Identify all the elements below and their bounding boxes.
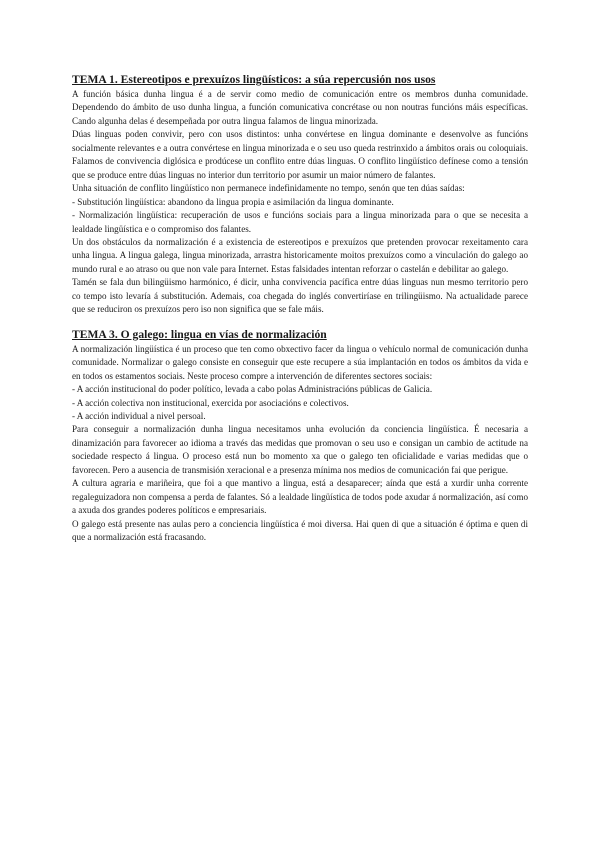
paragraph: A función básica dunha lingua é a de servir como medio de comunicación entre os membros dunha comunidade. Dependendo do ámbito de uso dunha lingua, a función comunicativa concrétase ou non noutras funcións máis específicas. Cando algunha delas é desempeñada por outra lingua falamos de lingua minorizada. — [72, 89, 528, 126]
paragraph: O galego está presente nas aulas pero a conciencia lingüística é moi diversa. Hai quen di que a situación é óptima e quen di que a normalización está fracasando. — [72, 518, 528, 543]
paragraph: Para conseguir a normalización dunha lingua necesitamos unha evolución da conciencia lingüística. É necesaria a dinamización para favorecer ao idioma a través das medidas que promovan o seu uso e consigan un cambio de actitude na sociedade respecto á lingua. O proceso está nun bo momento xa que o galego ten oficialidade e varias medidas que o favorecen. Pero a ausencia de transmisión xeracional e a presenza mínima nos medios de comunicación fai que perigue. — [72, 424, 528, 475]
list-item: - A acción individual a nivel persoal. — [72, 410, 206, 421]
paragraph: Tamén se fala dun bilingüismo harmónico, é dicir, unha convivencia pacífica entre dúas linguas nun mesmo territorio pero co tempo isto levaría á substitución. Ademais, coa chegada do inglés convertiríase en trilingüismo. Na actualidade parece que se reduciron os prexuízos pero iso non significa que se fale máis. — [72, 277, 528, 315]
section-heading: TEMA 1. Estereotipos e prexuízos lingüísticos: a súa repercusión nos usos — [72, 73, 436, 86]
list-item: - Normalización lingüística: recuperación de usos e funcións sociais para a lingua minorizada para o que se necesita a lealdade lingüística e o compromiso dos falantes. — [72, 210, 528, 234]
section-tema-3 — [72, 327, 528, 545]
list-item: - Substitución lingüística: abandono da lingua propia e asimilación da lingua dominante. — [72, 196, 394, 207]
section-heading: TEMA 3. O galego: lingua en vías de normalización — [72, 327, 327, 341]
section-tema-1 — [72, 72, 528, 317]
paragraph: A normalización lingüística é un proceso que ten como obxectivo facer da lingua o vehículo normal de comunicación dunha comunidade. Normalizar o galego consiste en conseguir que este recupere a súa implantación en todos os ámbitos da vida e en todos os estamentos sociais. Neste proceso compre a intervención de diferentes sectores sociais: — [72, 343, 528, 381]
paragraph: Unha situación de conflito lingüístico non permanece indefinidamente no tempo, senón que ten dúas saídas: — [72, 183, 465, 194]
list-item: - A acción colectiva non institucional, exercida por asociacións e colectivos. — [72, 397, 349, 408]
list-item: - A acción institucional do poder político, levada a cabo polas Administracións públicas de Galicia. — [72, 384, 433, 395]
paragraph: Un dos obstáculos da normalización é a existencia de estereotipos e prexuízos que pretenden provocar rexeitamento cara unha lingua. A lingua galega, lingua minorizada, arrastra historicamente moitos prexuízos como a vinculación do galego ao mundo rural e ao atraso ou que non vale para Internet. Estas falsidades intentan reforzar o castelán e debilitar ao galego. — [72, 236, 528, 274]
paragraph: Dúas linguas poden convivir, pero con usos distintos: unha convértese en lingua dominante e desenvolve as funcións socialmente relevantes e a outra convértese en lingua minorizada e o seu uso queda restrinxido a ámbitos orais ou coloquiais. Falamos de convivencia diglósica e prodúcese un conflito entre dúas linguas. O conflito lingüístico defínese como a tensión que se produce entre dúas linguas no interior dun territorio por asumir un maior número de falantes. — [72, 129, 528, 180]
document-page — [72, 72, 528, 545]
paragraph: A cultura agraria e mariñeira, que foi a que mantivo a lingua, está a desaparecer; aínda que está a xurdir unha corrente regaleguizadora non compensa a perda de falantes. Só a lealdade lingüística de todos pode axudar á normalización, así como a axuda dos grandes poderes políticos e empresariais. — [72, 478, 528, 516]
section-spacer — [72, 317, 528, 327]
